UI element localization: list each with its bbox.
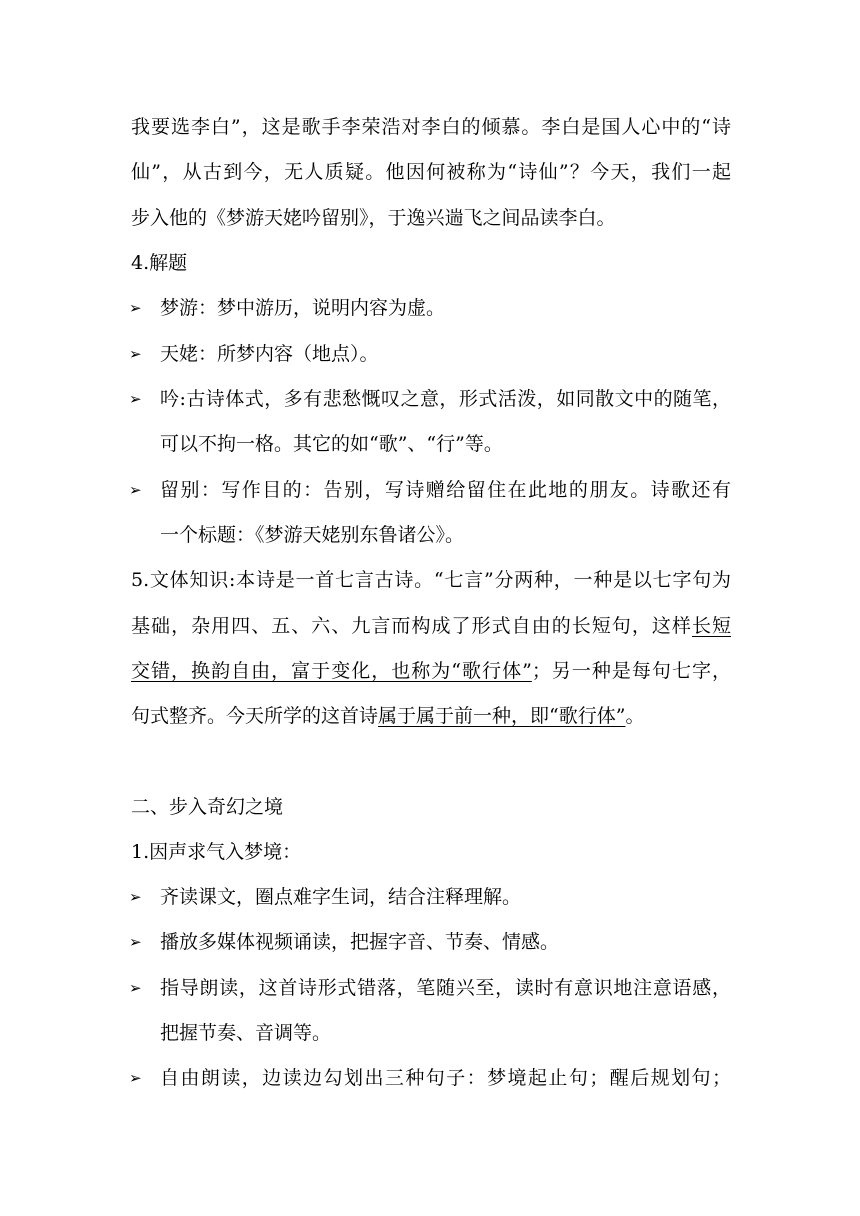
plain-text: 基础，杂用四、五、六、九言而构成了形式自由的长短句，这样 [131,615,692,637]
bullet-continuation: 一个标题：《梦游天姥别东鲁诸公》。 [160,524,465,546]
bullet-text: 指导朗读，这首诗形式错落，笔随兴至，读时有意识地注意语感， [160,977,731,999]
bullet-item [129,930,731,954]
bullet-continuation: 可以不拘一格。其它的如“歌”、“行”等。 [160,433,503,455]
bullet-item [129,885,731,909]
paragraph-line [131,614,731,638]
arrow-bullet-icon: ➢ [129,1069,142,1087]
bullet-text: 梦游：梦中游历，说明内容为虚。 [160,297,446,319]
bullet-item [129,1066,731,1090]
arrow-bullet-icon: ➢ [129,933,142,951]
arrow-bullet-icon: ➢ [129,299,142,317]
bullet-item [129,976,731,1000]
bullet-item [129,296,731,320]
section-heading: 4.解题 [131,252,188,274]
bullet-text: 吟:古诗体式，多有悲愁慨叹之意，形式活泼，如同散文中的随笔， [160,388,731,410]
paragraph-line [131,659,731,683]
bullet-text: 齐读课文，圈点难字生词，结合注释理解。 [160,886,522,908]
plain-text: ；另一种是每句七字， [531,660,731,682]
paragraph-line: 5.文体知识:本诗是一首七言古诗。“七言”分两种，一种是以七字句为 [131,569,731,591]
paragraph-line [131,704,731,728]
underlined-text: 长短 [691,615,731,637]
arrow-bullet-icon: ➢ [129,390,142,408]
arrow-bullet-icon: ➢ [129,888,142,906]
bullet-item [129,342,731,366]
bullet-text: 留别：写作目的：告别，写诗赠给留住在此地的朋友。诗歌还有 [160,479,731,501]
bullet-continuation: 把握节奏、音调等。 [160,1022,332,1044]
plain-text: 。 [625,705,645,727]
arrow-bullet-icon: ➢ [129,345,142,363]
bullet-item [129,478,731,502]
section-heading: 二、步入奇幻之境 [131,796,284,818]
paragraph-line: 步入他的《梦游天姥吟留别》，于逸兴遄飞之间品读李白。 [131,207,616,229]
arrow-bullet-icon: ➢ [129,979,142,997]
bullet-text: 播放多媒体视频诵读，把握字音、节奏、情感。 [160,931,560,953]
paragraph-line: 我要选李白”，这是歌手李荣浩对李白的倾慕。李白是国人心中的“诗 [131,116,731,138]
paragraph-line: 仙”，从古到今，无人质疑。他因何被称为“诗仙”？今天，我们一起 [131,161,731,183]
underlined-text: 属于属于前一种，即“歌行体” [378,705,626,727]
bullet-text: 自由朗读，边读边勾划出三种句子：梦境起止句；醒后规划句； [160,1067,731,1089]
underlined-text: 交错，换韵自由，富于变化，也称为“歌行体” [131,660,532,682]
bullet-text: 天姥：所梦内容（地点）。 [160,343,379,365]
arrow-bullet-icon: ➢ [129,481,142,499]
bullet-item [129,387,731,411]
plain-text: 句式整齐。今天所学的这首诗 [131,705,379,727]
subsection-heading: 1.因声求气入梦境： [131,841,302,863]
